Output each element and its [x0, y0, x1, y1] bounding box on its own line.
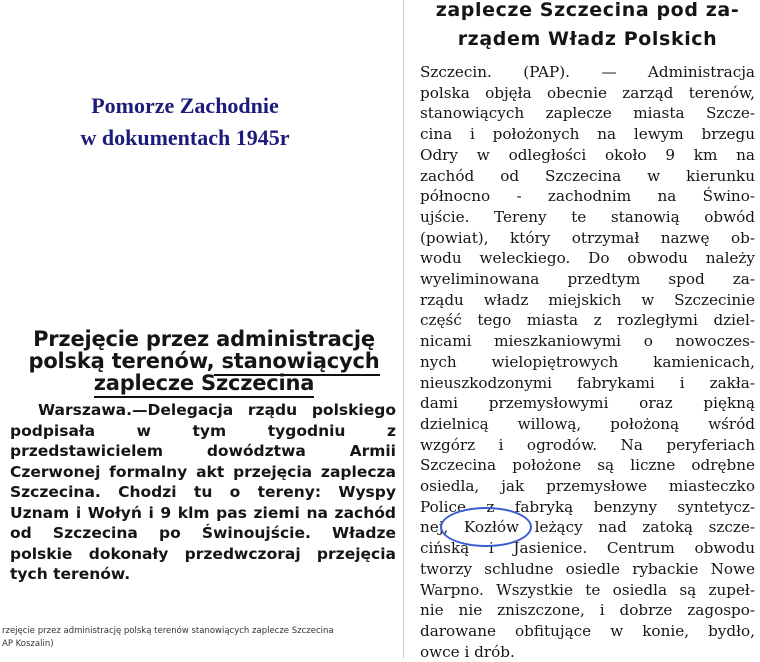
right-article-line: część tego miasta z rozległymi dziel-: [420, 311, 755, 330]
left-headline-line3-text: zaplecze Szczecina: [94, 371, 315, 398]
left-headline-line2a: polską terenów,: [28, 349, 215, 373]
clipping-caption: [2, 625, 402, 651]
right-article-line: wodu weleckiego. Do obwodu należy: [420, 249, 755, 268]
right-headline: [420, 0, 755, 54]
right-article-line: wyeliminowana przedtym spod za-: [420, 270, 755, 289]
right-article-line: ujście. Tereny te stanowią obwód: [420, 207, 755, 226]
caption-line1: rzejęcie przez administrację polską terenów stanowiących zaplecze Szczecina: [2, 626, 334, 636]
right-headline-line2: rządem Władz Polskich: [457, 28, 718, 50]
right-article-line: polska objęła obecnie zarząd terenów,: [420, 83, 755, 102]
right-article-line: nej, Kozłów leżący nad zatoką szcze-: [420, 518, 755, 537]
right-article-line: owce i drób.: [420, 642, 515, 661]
left-article-body: [8, 400, 400, 585]
left-headline-line2: [8, 350, 400, 372]
left-headline: [8, 328, 400, 394]
right-newspaper-clipping: [420, 0, 755, 662]
right-article-line: darowane obfitujące w konie, bydło,: [420, 621, 755, 640]
right-article-line: Szczecina położone są liczne odrębne: [420, 456, 755, 475]
left-article-text: Warszawa.—Delegacja rządu polskiego podpisała w tym tygodniu z przedstawicielem dowództwa Armii Czerwonej formalny akt przejęcia zaplecza Szczecina. Chodzi tu o tereny: Wyspy Uznam i Wołyń i 9 klm pas ziemi na zachód od Szczecina po Świnoujście. Władze polskie dokonały przedwczoraj przejęcia tych terenów.: [10, 401, 396, 583]
left-newspaper-clipping: [8, 328, 400, 585]
right-article-line: osiedla, jak przemysłowe miasteczko: [420, 477, 755, 496]
right-article-line: północno - zachodnim na Świno-: [420, 187, 755, 206]
right-article-line: stanowiących zaplecze miasta Szcze-: [420, 104, 755, 123]
right-article-line: cina i położonych na lewym brzegu: [420, 125, 755, 144]
page-title-line1: Pomorze Zachodnie: [91, 93, 279, 118]
left-headline-line1: Przejęcie przez administrację: [33, 327, 375, 351]
right-article-line: Szczecin. (PAP). — Administracja: [420, 63, 755, 81]
right-article-line: Odry w odległości około 9 km na: [420, 145, 755, 164]
left-headline-line2b: stanowiących: [214, 349, 379, 376]
right-article-line: dzielnicą willową, położoną wśród: [420, 414, 755, 433]
right-article-line: nicami mieszkaniowymi o nowoczes-: [420, 332, 755, 351]
caption-line2: AP Koszalin): [2, 639, 54, 649]
right-article-line: nych wielopiętrowych kamienicach,: [420, 352, 755, 371]
right-article-line: (powiat), który otrzymał nazwę ob-: [420, 228, 755, 247]
column-divider: [403, 0, 404, 658]
right-article-line: cińską i Jasienice. Centrum obwodu: [420, 539, 755, 558]
right-article-line: Police z fabryką benzyny syntetycz-: [420, 497, 755, 516]
kozlow-highlight-circle: [440, 507, 532, 547]
page-title: [40, 90, 330, 154]
page-title-line2: w dokumentach 1945r: [80, 125, 290, 150]
right-article-line: nie nie zniszczone, i dobrze zagospo-: [420, 601, 755, 620]
right-article-line: nieuszkodzonymi fabrykami i zakła-: [420, 373, 755, 392]
right-article-line: rządu władz miejskich w Szczecinie: [420, 290, 755, 309]
right-article-line: zachód od Szczecina w kierunku: [420, 166, 755, 185]
right-article-line: dami przemysłowymi oraz piękną: [420, 394, 755, 413]
right-article-line: Warpno. Wszystkie te osiedla są zupeł-: [420, 580, 755, 599]
right-headline-line1: zaplecze Szczecina pod za-: [435, 0, 740, 21]
right-article-line: wzgórz i ogrodów. Na peryferiach: [420, 435, 755, 454]
right-article-line: tworzy schludne osiedle rybackie Nowe: [420, 559, 755, 578]
right-article-body: [420, 62, 755, 662]
